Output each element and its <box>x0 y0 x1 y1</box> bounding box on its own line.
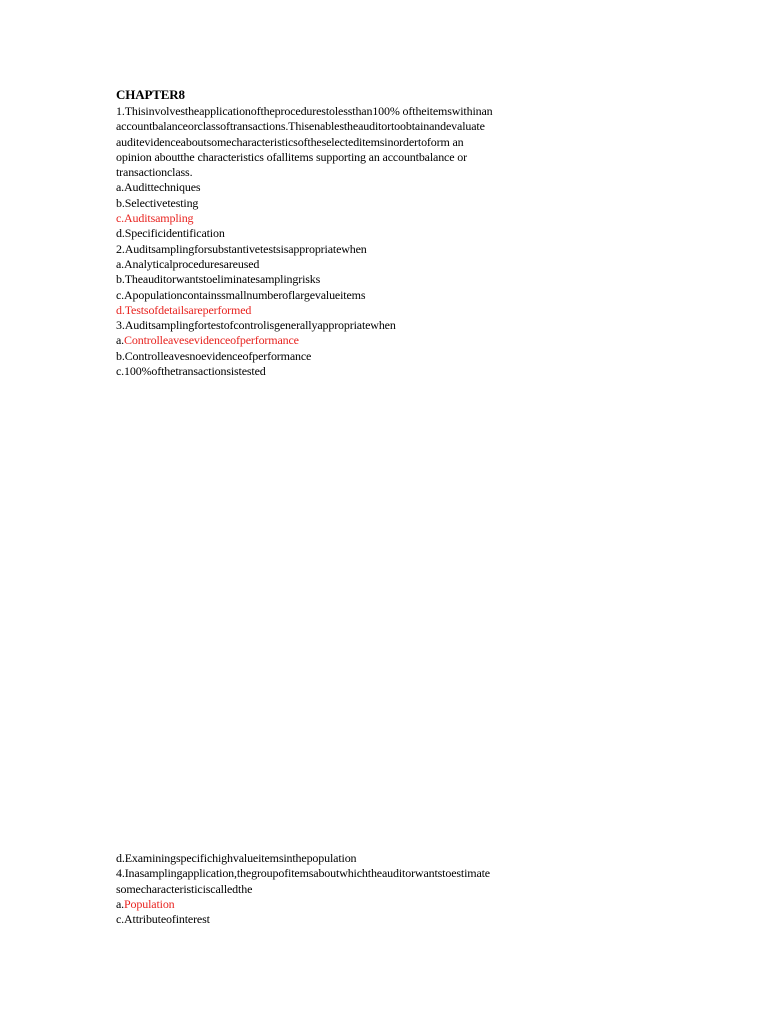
text-line <box>116 851 586 866</box>
text-line <box>116 882 586 897</box>
line-text: 3.Auditsamplingfortestofcontrolisgenerallyappropriatewhen <box>116 318 396 333</box>
line-text: c.100%ofthetransactionsistested <box>116 364 266 379</box>
chapter-title: CHAPTER8 <box>116 87 185 102</box>
option-prefix: a. <box>116 896 125 911</box>
line-text: 4.Inasamplingapplication,thegroupofitemsaboutwhichtheauditorwantstoestimate <box>116 866 490 881</box>
text-line <box>116 211 586 226</box>
line-text: b.Selectivetesting <box>116 195 199 210</box>
text-line <box>116 242 586 257</box>
bottom-text-block <box>116 851 586 927</box>
text-line <box>116 912 586 927</box>
line-text: a.Audittechniques <box>116 180 201 195</box>
text-line <box>116 349 586 364</box>
line-text: b.Theauditorwantstoeliminatesamplingrisks <box>116 272 321 287</box>
text-line <box>116 135 586 150</box>
line-text: b.Controlleavesnoevidenceofperformance <box>116 348 312 363</box>
text-line <box>116 318 586 333</box>
text-line <box>116 226 586 241</box>
line-text: 1.Thisinvolvestheapplicationoftheprocedurestolessthan100% oftheitemswithinan <box>116 104 493 118</box>
option-prefix: a. <box>116 333 125 348</box>
answer-text: Controlleavesevidenceofperformance <box>124 333 299 348</box>
line-text: d.Specificidentification <box>116 226 225 241</box>
text-line <box>116 196 586 211</box>
text-line <box>116 364 586 379</box>
text-line <box>116 150 586 165</box>
answer-text: d.Testsofdetailsareperformed <box>116 302 252 317</box>
line-text: d.Examiningspecifichighvalueitemsinthepopulation <box>116 851 357 865</box>
text-line <box>116 303 586 318</box>
answer-text: Population <box>124 896 175 911</box>
line-text: somecharacteristiciscalledthe <box>116 881 253 896</box>
line-text: transactionclass. <box>116 165 193 180</box>
text-line <box>116 119 586 134</box>
text-line <box>116 897 586 912</box>
top-text-block <box>116 87 586 379</box>
line-text: c.Attributeofinterest <box>116 912 210 927</box>
text-line <box>116 180 586 195</box>
text-line <box>116 288 586 303</box>
text-line <box>116 333 586 348</box>
line-text: a.Analyticalproceduresareused <box>116 256 260 271</box>
text-line <box>116 272 586 287</box>
answer-text: c.Auditsampling <box>116 211 194 226</box>
text-line <box>116 866 586 881</box>
line-text: auditevidenceaboutsomecharacteristicsoftheselecteditemsinordertoform an <box>116 134 464 149</box>
text-line <box>116 257 586 272</box>
line-text: 2.Auditsamplingforsubstantivetestsisappropriatewhen <box>116 241 367 256</box>
bottom-lines-container <box>116 851 586 927</box>
text-line <box>116 104 586 119</box>
text-line <box>116 165 586 180</box>
line-text: accountbalanceorclassoftransactions.Thisenablestheauditortoobtainandevaluate <box>116 119 485 134</box>
line-text: opinion aboutthe characteristics ofallitems supporting an accountbalance or <box>116 149 467 164</box>
top-lines-container <box>116 104 586 379</box>
line-text: c.Apopulationcontainssmallnumberoflargevalueitems <box>116 287 366 302</box>
